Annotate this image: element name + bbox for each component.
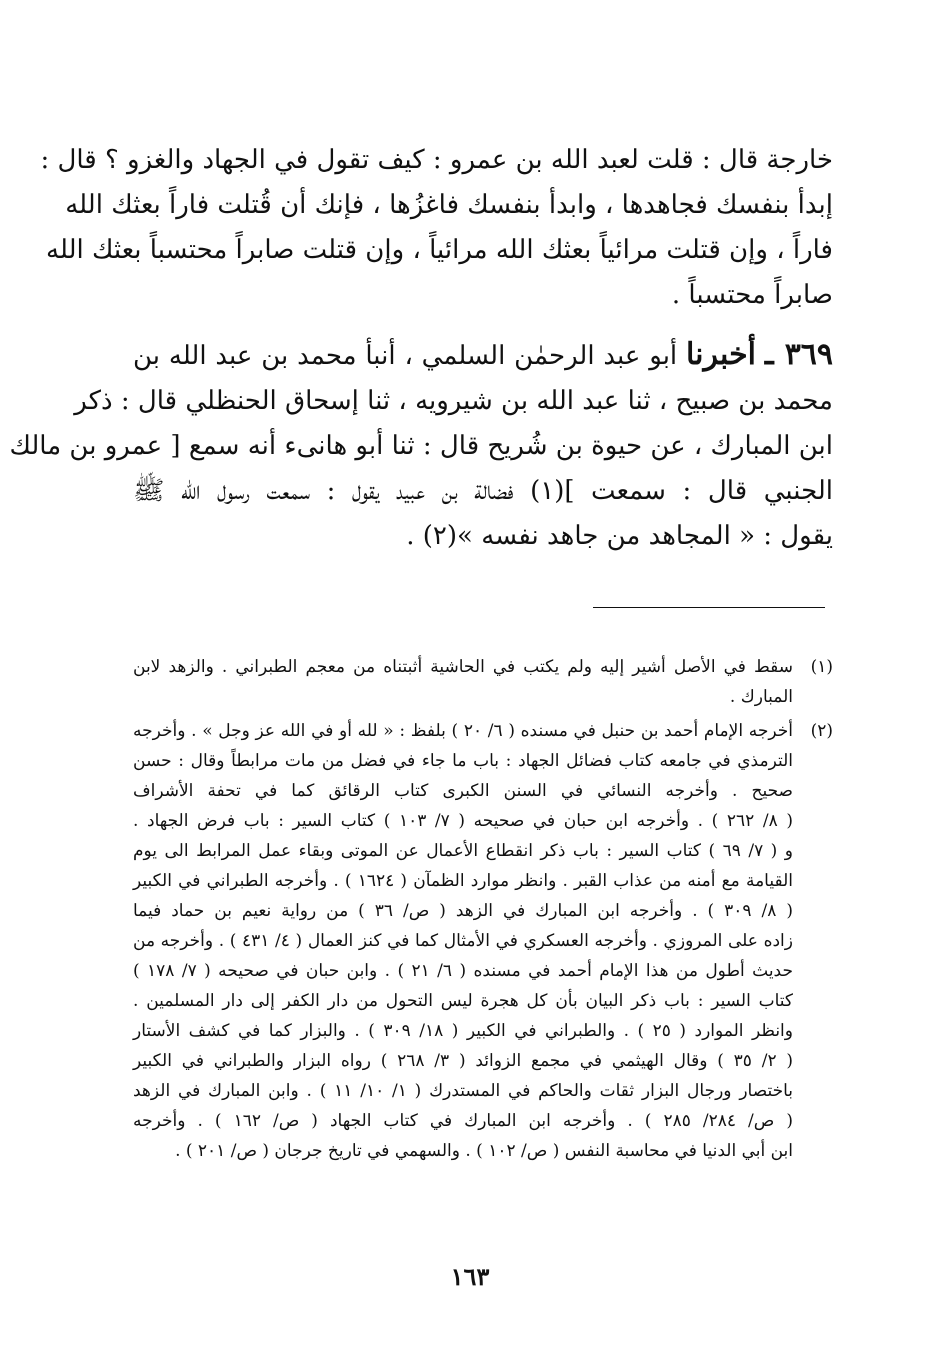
footnote-line: القيامة مع أمنه من عذاب القبر . وانظر موارد الظمآن ( ١٦٢٤ ) . وأخرجه الطبراني في الكبير xyxy=(133,871,793,891)
footnote-line: المبارك . xyxy=(729,687,793,707)
footnote-line: ( ٨/ ٢٦٢ ) . وأخرجه ابن حبان في صحيحه ( ٧/ ١٠٣ ) كتاب السير : باب فرض الجهاد . xyxy=(133,811,793,831)
footnote-line: صحيح . وأخرجه النسائي في السنن الكبرى كتاب الرقائق كما في تحفة الأشراف xyxy=(133,781,793,801)
main-text xyxy=(9,138,834,559)
footnote-line: ( ٨/ ٣٠٩ ) . وأخرجه ابن المبارك في الزهد ( ص/ ٣٦ ) من رواية نعيم بن حماد فيما xyxy=(133,901,793,921)
footnote-line: ( ص/ ٢٨٤/ ٢٨٥ ) . وأخرجه ابن المبارك في كتاب الجهاد ( ص/ ١٦٢ ) . وأخرجه xyxy=(133,1111,793,1131)
text-line: خارجة قال : قلت لعبد الله بن عمرو : كيف تقول في الجهاد والغزو ؟ قال : xyxy=(40,145,833,175)
footnote-line: سقط في الأصل أشير إليه ولم يكتب في الحاشية أثبتناه من معجم الطبراني . والزهد لابن xyxy=(133,657,793,677)
footnote-line: حديث أطول من هذا الإمام أحمد في مسنده ( ٦/ ٢١ ) . وابن حبان في صحيحه ( ٧/ ١٧٨ ) xyxy=(133,961,793,981)
footnote-line: وانظر الموارد ( ٢٥ ) . والطبراني في الكبير ( ١٨/ ٣٠٩ ) . والبزار كما في كشف الأستار xyxy=(133,1021,793,1041)
footnote-1 xyxy=(133,652,833,712)
footnote-line: و ( ٧/ ٦٩ ) كتاب السير : باب ذكر انقطاع الأعمال عن الموتى وبقاء عمل المرابط الى يوم xyxy=(133,841,793,861)
footnote-line: ( ٢/ ٣٥ ) وقال الهيثمي في مجمع الزوائد ( ٣/ ٢٦٨ ) رواه البزار والطبراني في الكبير xyxy=(133,1051,794,1071)
text-line: الجنبي قال : سمعت ](١) فضالة بن عبيد يقول : سمعت رسول الله ﷺ xyxy=(133,476,833,506)
page-number: ١٦٣ xyxy=(450,1262,490,1291)
text-line: يقول : « المجاهد من جاهد نفسه »(٢) . xyxy=(406,521,833,551)
text-line: فاراً ، وإن قتلت مرائياً بعثك الله مرائياً ، وإن قتلت صابراً محتسباً بعثك الله xyxy=(46,235,833,265)
footnote-line: أخرجه الإمام أحمد بن حنبل في مسنده ( ٦/ ٢٠ ) بلفظ : « لله أو في الله عز وجل » . وأخرجه xyxy=(133,721,793,741)
text-fragment: أبو عبد الرحمٰن السلمي ، أنبأ محمد بن عبد الله بن xyxy=(133,341,678,371)
footnote-line: كتاب السير : باب ذكر البيان بأن كل هجرة ليس التحول من دار الكفر إلى دار المسلمين . xyxy=(133,991,793,1011)
hadith-first-line xyxy=(133,332,833,379)
hadith-lead-word: أخبرنا xyxy=(686,337,756,372)
footnote-divider xyxy=(593,607,825,608)
footnote-line: زاده على المروزي . وأخرجه العسكري في الأمثال كما في كنز العمال ( ٤/ ٤٣١ ) . وأخرجه من xyxy=(133,931,793,951)
footnote-number: (٢) xyxy=(810,721,833,741)
text-line: إبدأ بنفسك فجاهدها ، وابدأ بنفسك فاغزُها ، فإنك أن قُتلت فاراً بعثك الله xyxy=(65,190,833,220)
footnote-line: باختصار ورجال البزار ثقات والحاكم في المستدرك ( ١/ ١٠/ ١١ ) . وابن المبارك في الزهد xyxy=(133,1081,793,1101)
footnotes xyxy=(133,652,833,1170)
footnote-line: ابن أبي الدنيا في محاسبة النفس ( ص/ ١٠٢ ) . والسهمي في تاريخ جرجان ( ص/ ٢٠١ ) . xyxy=(175,1141,793,1161)
text-line: ابن المبارك ، عن حيوة بن شُريح قال : ثنا أبو هانىء أنه سمع [ عمرو بن مالك xyxy=(9,431,833,461)
footnote-line: الترمذي في جامعه كتاب فضائل الجهاد : باب ما جاء في فضل من مات مرابطاً وقال : حسن xyxy=(133,751,793,771)
paragraph-continuation xyxy=(40,138,833,318)
hadith-number: ٣٦٩ ـ xyxy=(764,337,834,372)
text-line: محمد بن صبيح ، ثنا عبد الله بن شيرويه ، ثنا إسحاق الحنظلي قال : ذكر xyxy=(74,386,833,416)
footnote-2 xyxy=(133,716,833,1166)
text-line: صابراً محتسباً . xyxy=(671,280,833,310)
hadith-369 xyxy=(9,332,834,559)
footnote-number: (١) xyxy=(810,657,833,677)
